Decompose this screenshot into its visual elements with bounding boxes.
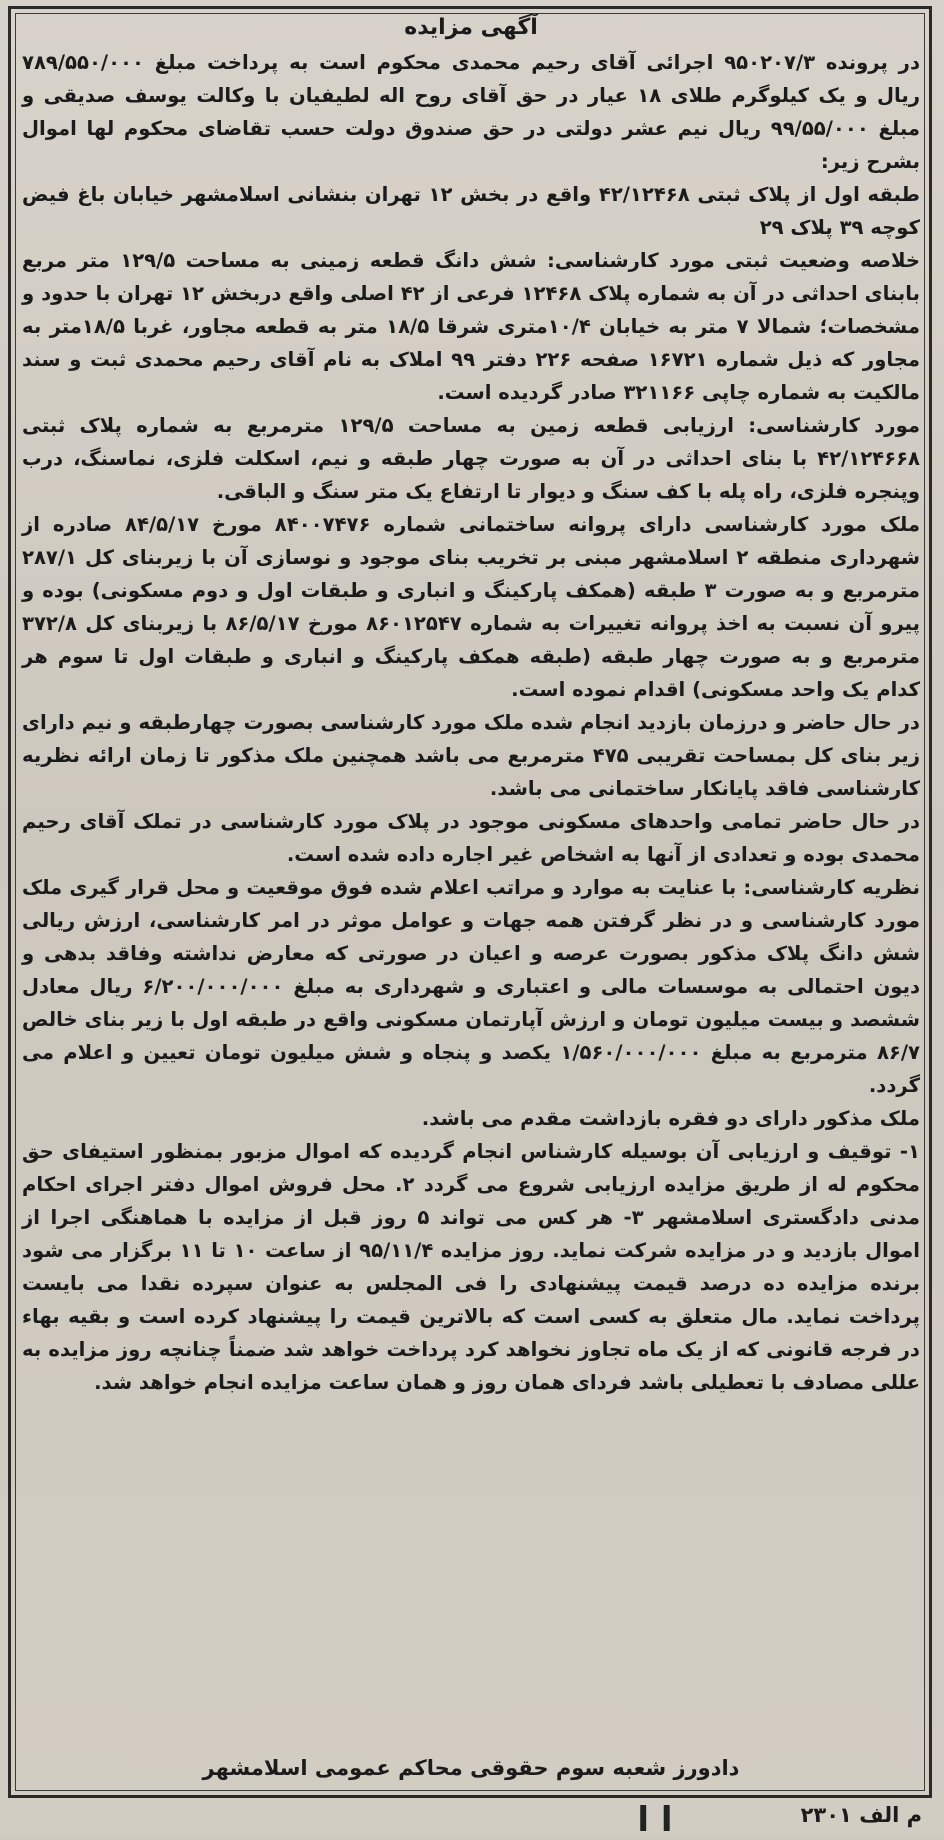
paragraph-ownership: در حال حاضر تمامی واحدهای مسکونی موجود در پلاک مورد کارشناسی در تملک آقای رحیم محمدی بوده و تعدادی از آنها به اشخاص غیر اجاره داده شده است.: [22, 810, 920, 866]
paragraph-registration-summary: خلاصه وضعیت ثبتی مورد کارشناسی: شش دانگ قطعه زمینی به مساحت ۱۲۹/۵ متر مربع بابنای احداثی در آن به شماره پلاک ۱۲۴۶۸ فرعی از ۴۲ اصلی واقع دربخش ۱۲ تهران با حدود و مشخصات؛ شمالا ۷ متر به خیابان ۱۰/۴متری شرقا ۱۸/۵ متر به قطعه مجاور، غربا ۱۸/۵متر به مجاور که ذیل شماره ۱۶۷۲۱ صفحه ۲۲۶ دفتر ۹۹ املاک به نام آقای رحیم محمدی ثبت و سند مالکیت به شماره چاپی ۳۲۱۱۶۶ صادر گردیده است.: [22, 249, 920, 404]
paragraph-building-permit: ملک مورد کارشناسی دارای پروانه ساختمانی شماره ۸۴۰۰۷۴۷۶ مورخ ۸۴/۵/۱۷ صادره از شهرداری منطقه ۲ اسلامشهر مبنی بر تخریب بنای موجود و نوسازی آن با زیربنای کل ۲۸۷/۱ مترمربع و به صورت ۳ طبقه (همکف پارکینگ و انباری و طبقات اول و دوم مسکونی) بوده و پیرو آن نسبت به اخذ پروانه تغییرات به شماره ۸۶۰۱۲۵۴۷ مورخ ۸۶/۵/۱۷ با زیربنای کل ۳۷۲/۸ مترمربع و به صورت چهار طبقه (طبقه همکف پارکینگ و انباری و طبقات اول تا سوم هر کدام یک واحد مسکونی) اقدام نموده است.: [22, 513, 921, 701]
paragraph-prior-seizures: ملک مذکور دارای دو فقره بازداشت مقدم می باشد.: [421, 1107, 920, 1130]
page-number-fragment: ا ا: [637, 1800, 673, 1840]
notice-signature: دادورز شعبه سوم حقوقی محاکم عمومی اسلامشهر: [202, 1756, 740, 1780]
paragraph-case-intro: در پرونده ۹۵۰۲۰۷/۳ اجرائی آقای رحیم محمدی محکوم است به پرداخت مبلغ ۷۸۹/۵۵۰/۰۰۰ ریال و یک کیلوگرم طلای ۱۸ عیار در حق آقای روح اله لطیفیان با وکالت یوسف صدیقی و مبلغ ۹۹/۵۵/۰۰۰ ریال نیم عشر دولتی در حق صندوق دولت حسب تقاضای محکوم لها اموال بشرح زیر:: [22, 51, 920, 173]
paragraph-current-state: در حال حاضر و درزمان بازدید انجام شده ملک مورد کارشناسی بصورت چهارطبقه و نیم دارای زیر بنای کل بمساحت تقریبی ۴۷۵ مترمربع می باشد همچنین ملک مذکور تا زمان ارائه نظریه کارشناسی فاقد پایانکار ساختمانی می باشد.: [22, 711, 921, 800]
notice-title: آگهی مزایده: [404, 15, 538, 40]
paragraph-expert-opinion: نظریه کارشناسی: با عنایت به موارد و مراتب اعلام شده فوق موقعیت و محل قرار گیری ملک مورد کارشناسی و در نظر گرفتن همه جهات و عوامل موثر در امر کارشناسی، ارزش ریالی شش دانگ پلاک مذکور بصورت عرصه و اعیان در صورتی که معارض نداشته وفاقد بدهی و دیون احتمالی به موسسات مالی و اعتباری و شهرداری به مبلغ ۶/۲۰۰/۰۰۰/۰۰۰ ریال معادل ششصد و بیست میلیون تومان و ارزش آپارتمان مسکونی واقع در طبقه اول با زیر بنای خالص ۸۶/۷ مترمربع به مبلغ ۱/۵۶۰/۰۰۰/۰۰۰ یکصد و پنجاه و شش میلیون تومان تعیین و اعلام می گردد.: [22, 876, 920, 1097]
notice-body: [22, 10, 920, 1399]
paragraph-property-address: طبقه اول از پلاک ثبتی ۴۲/۱۲۴۶۸ واقع در بخش ۱۲ تهران بنشانی اسلامشهر خیابان باغ فیض کوچه ۳۹ پلاک ۲۹: [22, 183, 921, 239]
paragraph-appraisal-subject: مورد کارشناسی: ارزیابی قطعه زمین به مساحت ۱۲۹/۵ مترمربع به شماره پلاک ثبتی ۴۲/۱۲۴۶۶۸ با بنای احداثی در آن به صورت چهار طبقه و نیم، اسکلت فلزی، نماسنگ، درب وپنجره فلزی، راه پله با کف سنگ و دیوار تا ارتفاع یک متر سنگ و الباقی.: [22, 414, 921, 503]
paragraph-auction-terms: ۱- توقیف و ارزیابی آن بوسیله کارشناس انجام گردیده که اموال مزبور بمنظور استیفای حق محکوم له از طریق مزایده ارزیابی شروع می گردد ۲. محل فروش اموال دفتر اجرای احکام مدنی دادگستری اسلامشهر ۳- هر کس می تواند ۵ روز قبل از مزایده با هماهنگی اجرا از اموال بازدید و در مزایده شرکت نماید. روز مزایده ۹۵/۱۱/۴ از ساعت ۱۰ تا ۱۱ برگزار می شود برنده مزایده ده درصد قیمت پیشنهادی را فی المجلس به عنوان سپرده نقدا می بایست پرداخت نماید. مال متعلق به کسی است که بالاترین قیمت را پیشنهاد کرده است و بقیه بهاء در فرجه قانونی که از یک ماه تجاوز نخواهد کرد پرداخت خواهد شد ضمناً چنانچه روز مزایده به عللی مصادف با تعطیلی باشد فردای همان روز و همان ساعت مزایده انجام خواهد شد.: [22, 1140, 921, 1394]
notice-code: م الف ۲۳۰۱: [800, 1803, 922, 1827]
